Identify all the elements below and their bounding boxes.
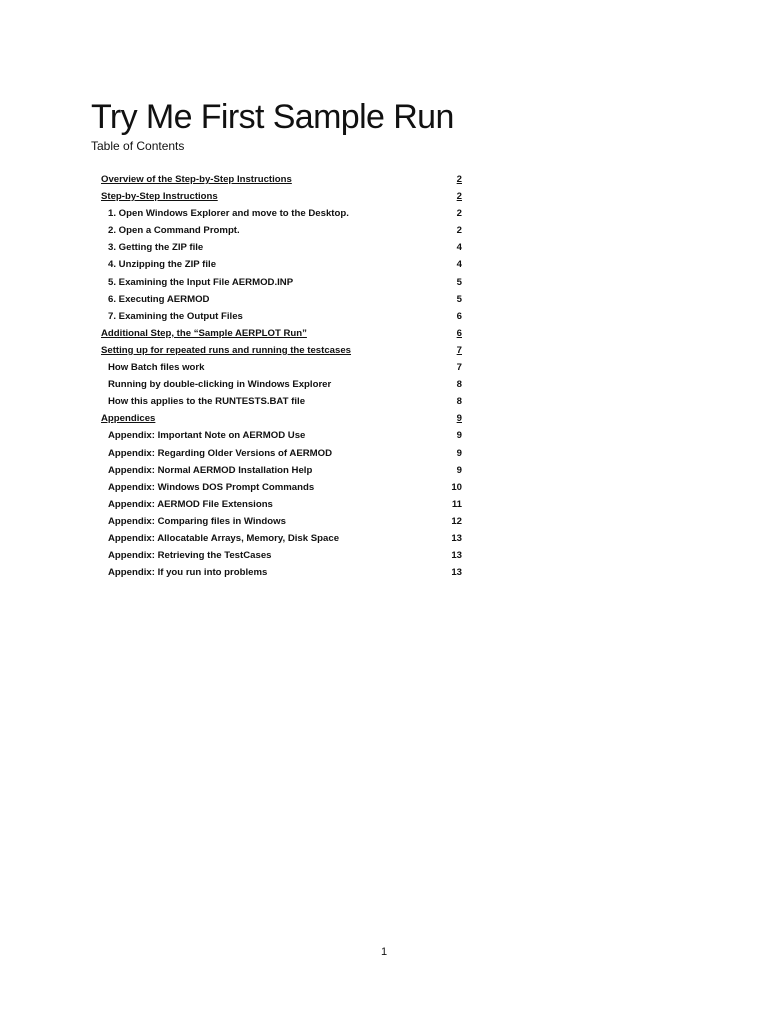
- toc-entry-title: 7. Examining the Output Files: [108, 310, 243, 322]
- toc-entry-title: 6. Executing AERMOD: [108, 293, 210, 305]
- toc-subsection-link[interactable]: [101, 205, 462, 222]
- toc-entry-title: Overview of the Step-by-Step Instructions: [101, 174, 292, 185]
- toc-entry-title: 5. Examining the Input File AERMOD.INP: [108, 276, 294, 288]
- toc-subsection-link[interactable]: [101, 445, 462, 462]
- toc-entry-page: 12: [451, 515, 462, 527]
- toc-entry-page: 13: [451, 567, 462, 579]
- toc-subsection-link[interactable]: [101, 274, 462, 291]
- toc-subsection-link[interactable]: [101, 256, 462, 273]
- table-of-contents: [101, 171, 462, 581]
- toc-subsection-link[interactable]: [101, 427, 462, 444]
- toc-section-link[interactable]: [101, 410, 462, 427]
- toc-entry-page: 9: [456, 413, 462, 425]
- toc-entry-title: Setting up for repeated runs and running the testcases: [101, 344, 352, 356]
- toc-subsection-link[interactable]: [101, 564, 462, 581]
- toc-entry-page: 6: [456, 310, 462, 322]
- toc-subsection-link[interactable]: [101, 239, 462, 256]
- toc-entry-page: 2: [456, 174, 462, 185]
- toc-section-link[interactable]: [101, 342, 462, 359]
- toc-entry-title: How this applies to the RUNTESTS.BAT file: [108, 396, 306, 408]
- toc-section-link[interactable]: [101, 188, 462, 205]
- toc-entry-title: Appendix: Regarding Older Versions of AERMOD: [108, 447, 333, 459]
- toc-entry-page: 8: [456, 396, 462, 408]
- toc-entry-page: 5: [456, 276, 462, 288]
- toc-entry-page: 11: [451, 498, 462, 510]
- toc-subsection-link[interactable]: [101, 376, 462, 393]
- toc-entry-page: 4: [456, 259, 462, 271]
- toc-entry-page: 2: [456, 225, 462, 237]
- toc-entry-title: Appendix: Comparing files in Windows: [108, 515, 286, 527]
- toc-entry-title: Appendices: [101, 413, 156, 425]
- toc-entry-page: 2: [456, 191, 462, 203]
- toc-entry-page: 13: [451, 532, 462, 544]
- toc-entry-title: Appendix: Retrieving the TestCases: [108, 550, 272, 562]
- toc-entry-title: 3. Getting the ZIP file: [108, 242, 204, 254]
- toc-entry-title: Appendix: AERMOD File Extensions: [108, 498, 273, 510]
- toc-subsection-link[interactable]: [101, 479, 462, 496]
- toc-subsection-link[interactable]: [101, 308, 462, 325]
- toc-entry-title: Appendix: Important Note on AERMOD Use: [108, 430, 306, 442]
- toc-entry-title: 4. Unzipping the ZIP file: [108, 259, 217, 271]
- toc-entry-title: Additional Step, the “Sample AERPLOT Run”: [101, 327, 307, 339]
- toc-entry-title: Appendix: If you run into problems: [108, 567, 268, 579]
- toc-entry-title: Appendix: Allocatable Arrays, Memory, Disk Space: [108, 532, 340, 544]
- page-number: 1: [380, 946, 388, 958]
- toc-subsection-link[interactable]: [101, 393, 462, 410]
- toc-entry-page: 7: [456, 344, 462, 356]
- toc-entry-page: 7: [456, 362, 462, 374]
- toc-subsection-link[interactable]: [101, 513, 462, 530]
- toc-subsection-link[interactable]: [101, 359, 462, 376]
- toc-subsection-link[interactable]: [101, 222, 462, 239]
- toc-entry-page: 10: [451, 481, 462, 493]
- toc-entry-page: 2: [456, 208, 462, 220]
- toc-subsection-link[interactable]: [101, 291, 462, 308]
- toc-entry-title: Running by double-clicking in Windows Explorer: [108, 379, 332, 391]
- toc-entry-title: 2. Open a Command Prompt.: [108, 225, 240, 237]
- toc-section-link[interactable]: [101, 325, 462, 342]
- toc-entry-page: 6: [456, 327, 462, 339]
- toc-entry-title: How Batch files work: [108, 362, 205, 374]
- toc-subsection-link[interactable]: [101, 530, 462, 547]
- toc-subsection-link[interactable]: [101, 462, 462, 479]
- toc-entry-page: 13: [451, 550, 462, 562]
- toc-entry-title: 1. Open Windows Explorer and move to the Desktop.: [108, 208, 349, 220]
- toc-entry-title: Step-by-Step Instructions: [101, 191, 218, 203]
- toc-entry-page: 5: [456, 293, 462, 305]
- toc-entry-page: 8: [456, 379, 462, 391]
- toc-entry-page: 9: [456, 447, 462, 459]
- toc-heading: Table of Contents: [91, 139, 185, 153]
- toc-subsection-link[interactable]: [101, 547, 462, 564]
- toc-entry-title: Appendix: Normal AERMOD Installation Help: [108, 464, 313, 476]
- toc-entry-page: 9: [456, 464, 462, 476]
- toc-section-link[interactable]: [101, 171, 462, 188]
- toc-subsection-link[interactable]: [101, 496, 462, 513]
- toc-entry-title: Appendix: Windows DOS Prompt Commands: [108, 481, 315, 493]
- toc-entry-page: 4: [456, 242, 462, 254]
- toc-entry-page: 9: [456, 430, 462, 442]
- document-title: Try Me First Sample Run: [91, 98, 454, 136]
